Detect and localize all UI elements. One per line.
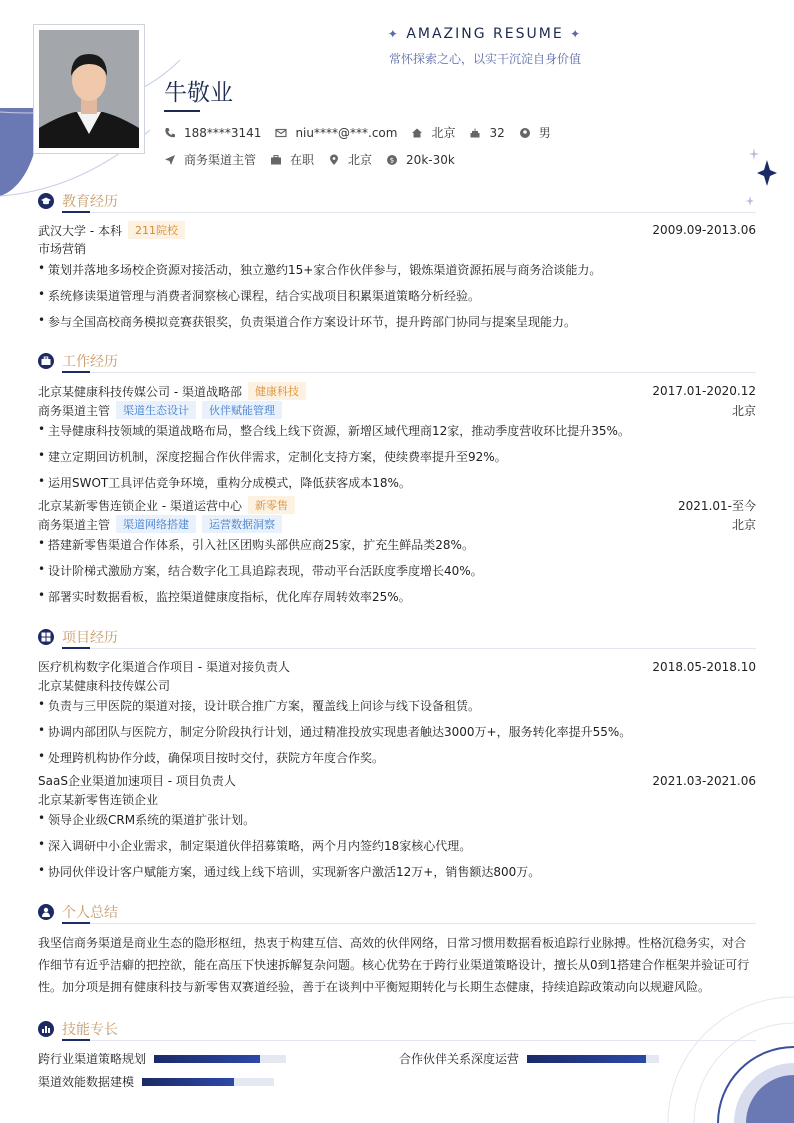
company-name: 北京某新零售连锁企业 - 渠道运营中心 (38, 498, 242, 513)
project-period: 2018.05-2018.10 (652, 659, 756, 674)
grid-icon (38, 629, 54, 645)
list-item: • 主导健康科技领域的渠道战略布局，整合线上线下资源，新增区域代理商12家，推动季度营收环比提升35%。 (38, 422, 630, 438)
skill-bar (154, 1055, 286, 1063)
list-item: • 策划并落地多场校企资源对接活动，独立邀约15+家合作伙伴参与，锻炼渠道资源拓展与商务洽谈能力。 (38, 261, 602, 277)
job-role-row (38, 401, 756, 419)
salary-icon (386, 154, 398, 166)
job-intent-row (164, 151, 469, 168)
section-divider (62, 923, 756, 924)
contact-email: niu****@***.com (275, 126, 397, 140)
skill-tag: 运营数据洞察 (202, 515, 282, 533)
list-item: • 建立定期回访机制，深度挖掘合作伙伴需求，定制化支持方案，使续费率提升至92%。 (38, 448, 507, 464)
summary-text: 我坚信商务渠道是商业生态的隐形枢纽，热衷于构建互信、高效的伙伴网络，日常习惯用数据看板追踪行业脉搏。性格沉稳务实，对合 作细节有近乎洁癖的把控欲，能在高压下快速拆解复杂问题。核心优势在于跨行业渠道策略设计，擅长从0到1搭建合作框架并验证可行 性。加分项是拥有健康科技与新零售双赛道经验，善于在谈判中平衡短期转化与长期生态健康，持续追踪政策动向以规避风险。 (38, 936, 750, 994)
list-item: • 协同伙伴设计客户赋能方案，通过线上线下培训，实现新客户激活12万+，销售额达800万。 (38, 863, 541, 879)
major: 市场营销 (38, 242, 87, 256)
section-summary: 个人总结 (38, 902, 118, 922)
avatar (39, 30, 139, 148)
section-work: 工作经历 (38, 351, 118, 371)
skill-item: 跨行业渠道策略规划 (38, 1050, 286, 1067)
project-name: SaaS企业渠道加速项目 - 项目负责人 (38, 774, 236, 788)
skill-item: 合作伙伴关系深度运营 (399, 1050, 659, 1067)
list-item: • 搭建新零售渠道合作体系，引入社区团购头部供应商25家，扩充生鲜品类28%。 (38, 536, 474, 552)
candidate-name: 牛敬业 (164, 80, 233, 106)
skill-tag: 渠道生态设计 (116, 401, 196, 419)
list-item: • 参与全国高校商务模拟竞赛获银奖，负责渠道合作方案设计环节，提升跨部门协同与提案呈现能力。 (38, 313, 577, 329)
skill-bar (142, 1078, 274, 1086)
education-period: 2009.09-2013.06 (652, 223, 756, 237)
skill-tag: 渠道网络搭建 (116, 515, 196, 533)
project-header (38, 658, 756, 675)
skill-item: 渠道效能数据建模 (38, 1073, 274, 1090)
name-underline (164, 110, 200, 112)
contact-row (164, 124, 565, 141)
section-skills: 技能专长 (38, 1019, 118, 1039)
company-name: 北京某健康科技传媒公司 - 渠道战略部 (38, 384, 242, 399)
contact-age: 32 (469, 126, 504, 140)
list-item: • 运用SWOT工具评估竞争环境，重构分成模式，降低获客成本18%。 (38, 474, 411, 490)
job-role: 商务渠道主管 (38, 403, 111, 418)
project-org-row (38, 677, 756, 694)
section-divider (62, 372, 756, 373)
cake-icon (469, 127, 481, 139)
skill-bar (527, 1055, 659, 1063)
bar-chart-icon (38, 1021, 54, 1037)
industry-tag: 健康科技 (248, 382, 306, 400)
intent-position: 商务渠道主管 (164, 151, 256, 168)
home-icon (411, 127, 423, 139)
list-item: • 处理跨机构协作分歧，确保项目按时交付，获院方年度合作奖。 (38, 749, 385, 765)
user-icon (38, 904, 54, 920)
list-item: • 设计阶梯式激励方案，结合数字化工具追踪表现，带动平台活跃度季度增长40%。 (38, 562, 483, 578)
job-header (38, 496, 756, 514)
send-icon (164, 154, 176, 166)
job-city: 北京 (731, 517, 756, 532)
motto: 常怀探索之心，以实干沉淀自身价值 (388, 52, 581, 66)
profile-photo (33, 24, 145, 154)
list-item: • 负责与三甲医院的渠道对接，设计联合推广方案，覆盖线上问诊与线下设备租赁。 (38, 697, 481, 713)
school-tag: 211院校 (128, 221, 185, 239)
mail-icon (275, 127, 287, 139)
job-period: 2021.01-至今 (678, 498, 756, 513)
job-city: 北京 (731, 403, 756, 418)
section-projects: 项目经历 (38, 627, 118, 647)
contact-gender: 男 (519, 124, 551, 141)
industry-tag: 新零售 (248, 496, 295, 514)
project-header (38, 772, 756, 789)
project-name: 医疗机构数字化渠道合作项目 - 渠道对接负责人 (38, 660, 290, 674)
list-item: • 领导企业级CRM系统的渠道扩张计划。 (38, 811, 256, 827)
section-education: 教育经历 (38, 191, 118, 211)
job-role-row (38, 515, 756, 533)
list-item: • 协调内部团队与医院方，制定分阶段执行计划，通过精准投放实现患者触达3000万+，服务转化率提升55%。 (38, 723, 632, 739)
graduation-cap-icon (38, 193, 54, 209)
intent-status: 在职 (270, 151, 314, 168)
section-divider (62, 648, 756, 649)
project-period: 2021.03-2021.06 (652, 773, 756, 788)
sparkle-icon: ✦ (570, 27, 583, 41)
briefcase-icon (38, 353, 54, 369)
project-org-row (38, 791, 756, 808)
section-divider (62, 212, 756, 213)
job-role: 商务渠道主管 (38, 517, 111, 532)
resume-tagline: ✦ AMAZING RESUME ✦ (387, 26, 583, 42)
phone-icon (164, 127, 176, 139)
school-name: 武汉大学 - 本科 (38, 223, 122, 238)
location-pin-icon (328, 154, 340, 166)
skill-tag: 伙伴赋能管理 (202, 401, 282, 419)
sparkle-icon: ✦ (387, 27, 400, 41)
svg-text:$: $ (389, 156, 395, 164)
job-period: 2017.01-2020.12 (652, 384, 756, 398)
list-item: • 系统修读渠道管理与消费者洞察核心课程，结合实战项目积累渠道策略分析经验。 (38, 287, 481, 303)
education-major-row (38, 240, 756, 257)
intent-salary: $ 20k-30k (386, 153, 455, 167)
education-header (38, 221, 756, 239)
job-header (38, 382, 756, 400)
briefcase-icon (270, 154, 282, 166)
list-item: • 部署实时数据看板，监控渠道健康度指标，优化库存周转效率25%。 (38, 588, 411, 604)
contact-city: 北京 (411, 124, 455, 141)
project-org: 北京某健康科技传媒公司 (38, 679, 171, 693)
gender-icon (519, 127, 531, 139)
section-divider (62, 1040, 756, 1041)
contact-phone: 188****3141 (164, 126, 261, 140)
list-item: • 深入调研中小企业需求，制定渠道伙伴招募策略，两个月内签约18家核心代理。 (38, 837, 472, 853)
project-org: 北京某新零售连锁企业 (38, 793, 159, 807)
intent-city: 北京 (328, 151, 372, 168)
